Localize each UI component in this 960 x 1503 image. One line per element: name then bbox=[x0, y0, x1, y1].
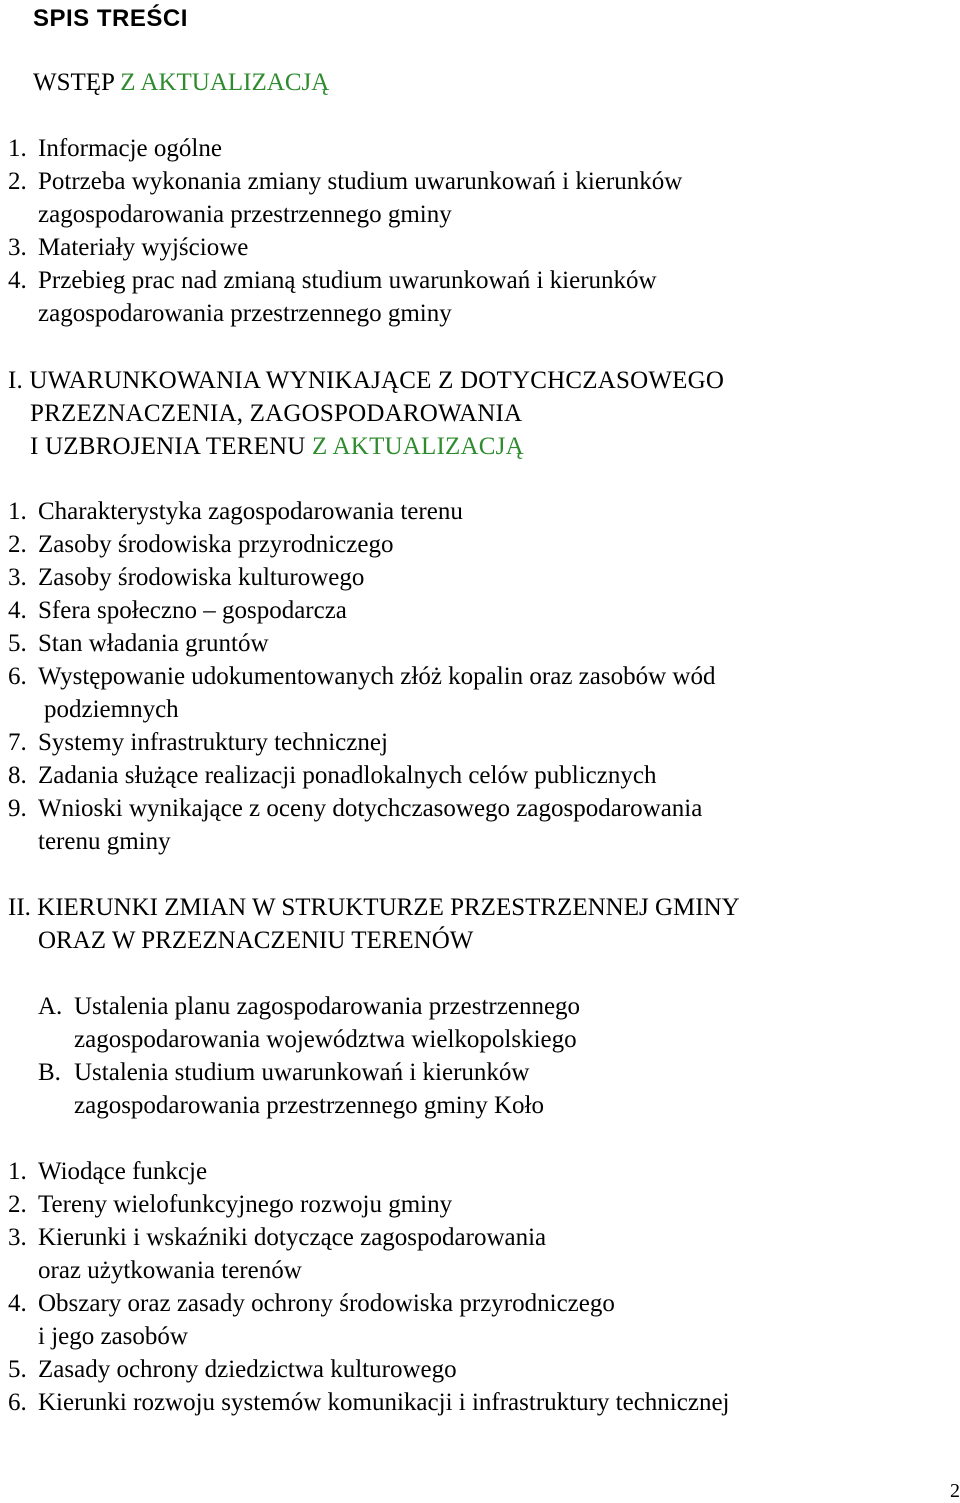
item-text: Systemy infrastruktury technicznej bbox=[38, 729, 388, 756]
item-number: 3. bbox=[8, 234, 27, 261]
list-item bbox=[8, 165, 682, 231]
item-number: 3. bbox=[8, 1224, 27, 1251]
item-text-continued: oraz użytkowania terenów bbox=[38, 1257, 302, 1284]
section-1-heading-line3 bbox=[8, 430, 724, 463]
item-number: 2. bbox=[8, 1191, 27, 1218]
item-number: 8. bbox=[8, 762, 27, 789]
item-text-continued: podziemnych bbox=[44, 696, 179, 723]
item-text: Sfera społeczno – gospodarcza bbox=[38, 597, 347, 624]
item-number: 7. bbox=[8, 729, 27, 756]
list-item bbox=[8, 132, 682, 165]
section-2-list bbox=[8, 1155, 730, 1419]
list-item bbox=[8, 495, 715, 528]
list-item bbox=[8, 660, 715, 726]
item-text: Stan władania gruntów bbox=[38, 630, 269, 657]
item-text: Przebieg prac nad zmianą studium uwarunkowań i kierunków bbox=[38, 267, 657, 294]
item-text: Wiodące funkcje bbox=[38, 1158, 208, 1185]
intro-list bbox=[8, 132, 682, 330]
list-item bbox=[8, 1386, 730, 1419]
item-text-continued: zagospodarowania przestrzennego gminy bbox=[38, 201, 452, 228]
item-text: Wnioski wynikające z oceny dotychczasowego zagospodarowania bbox=[38, 795, 703, 822]
list-item bbox=[8, 231, 682, 264]
item-number: 1. bbox=[8, 1158, 27, 1185]
list-item bbox=[8, 594, 715, 627]
item-number: 6. bbox=[8, 663, 27, 690]
page-number: 2 bbox=[950, 1480, 960, 1502]
section-2-heading-line2: ORAZ W PRZEZNACZENIU TERENÓW bbox=[38, 927, 474, 954]
item-number: 5. bbox=[8, 1356, 27, 1383]
section-1-update-note: Z AKTUALIZACJĄ bbox=[312, 433, 524, 460]
list-item bbox=[8, 1188, 730, 1221]
item-text-continued: i jego zasobów bbox=[38, 1323, 188, 1350]
item-number: 4. bbox=[8, 1290, 27, 1317]
item-number: 2. bbox=[8, 168, 27, 195]
item-number: 1. bbox=[8, 135, 27, 162]
toc-title: SPIS TREŚCI bbox=[33, 5, 188, 32]
list-item bbox=[8, 1221, 730, 1287]
item-text: Ustalenia planu zagospodarowania przestrzennego bbox=[74, 993, 581, 1020]
list-item bbox=[8, 1155, 730, 1188]
list-item bbox=[8, 264, 682, 330]
item-text: Obszary oraz zasady ochrony środowiska przyrodniczego bbox=[38, 1290, 615, 1317]
section-2-sublist bbox=[38, 990, 580, 1122]
list-item bbox=[8, 726, 715, 759]
item-number: 9. bbox=[8, 795, 27, 822]
section-1-heading bbox=[8, 364, 724, 463]
list-item bbox=[8, 792, 715, 858]
section-2-heading-line1: II. KIERUNKI ZMIAN W STRUKTURZE PRZESTRZENNEJ GMINY bbox=[8, 894, 740, 921]
list-item bbox=[8, 1353, 730, 1386]
item-text-continued: terenu gminy bbox=[38, 828, 171, 855]
item-letter: B. bbox=[38, 1059, 61, 1086]
list-item bbox=[8, 561, 715, 594]
item-text: Materiały wyjściowe bbox=[38, 234, 249, 261]
item-number: 5. bbox=[8, 630, 27, 657]
item-text-continued: zagospodarowania województwa wielkopolskiego bbox=[74, 1026, 577, 1053]
section-1-list bbox=[8, 495, 715, 858]
list-item bbox=[8, 1287, 730, 1353]
item-text: Zasoby środowiska przyrodniczego bbox=[38, 531, 394, 558]
list-item bbox=[8, 759, 715, 792]
item-number: 1. bbox=[8, 498, 27, 525]
item-text: Potrzeba wykonania zmiany studium uwarunkowań i kierunków bbox=[38, 168, 683, 195]
item-number: 4. bbox=[8, 597, 27, 624]
item-number: 3. bbox=[8, 564, 27, 591]
item-text: Zadania służące realizacji ponadlokalnych celów publicznych bbox=[38, 762, 657, 789]
list-item bbox=[8, 627, 715, 660]
item-text: Zasady ochrony dziedzictwa kulturowego bbox=[38, 1356, 457, 1383]
item-text: Charakterystyka zagospodarowania terenu bbox=[38, 498, 463, 525]
item-text: Występowanie udokumentowanych złóż kopalin oraz zasobów wód bbox=[38, 663, 716, 690]
section-1-heading-line3-text: I UZBROJENIA TERENU bbox=[30, 433, 313, 460]
section-1-heading-line1: I. UWARUNKOWANIA WYNIKAJĄCE Z DOTYCHCZASOWEGO bbox=[8, 367, 725, 394]
section-2-heading bbox=[8, 891, 740, 957]
item-number: 2. bbox=[8, 531, 27, 558]
item-number: 4. bbox=[8, 267, 27, 294]
item-text: Ustalenia studium uwarunkowań i kierunków bbox=[74, 1059, 530, 1086]
item-letter: A. bbox=[38, 993, 63, 1020]
intro-update-note: Z AKTUALIZACJĄ bbox=[120, 69, 330, 96]
item-text: Informacje ogólne bbox=[38, 135, 222, 162]
item-text: Tereny wielofunkcyjnego rozwoju gminy bbox=[38, 1191, 453, 1218]
item-number: 6. bbox=[8, 1389, 27, 1416]
item-text-continued: zagospodarowania przestrzennego gminy bbox=[38, 300, 452, 327]
item-text: Zasoby środowiska kulturowego bbox=[38, 564, 365, 591]
intro-heading bbox=[33, 66, 329, 99]
list-item bbox=[38, 990, 580, 1056]
item-text: Kierunki rozwoju systemów komunikacji i infrastruktury technicznej bbox=[38, 1389, 730, 1416]
item-text: Kierunki i wskaźniki dotyczące zagospodarowania bbox=[38, 1224, 547, 1251]
intro-heading-text: WSTĘP bbox=[33, 69, 121, 96]
list-item bbox=[8, 528, 715, 561]
list-item bbox=[38, 1056, 580, 1122]
item-text-continued: zagospodarowania przestrzennego gminy Koło bbox=[74, 1092, 544, 1119]
section-1-heading-line2: PRZEZNACZENIA, ZAGOSPODAROWANIA bbox=[30, 400, 523, 427]
